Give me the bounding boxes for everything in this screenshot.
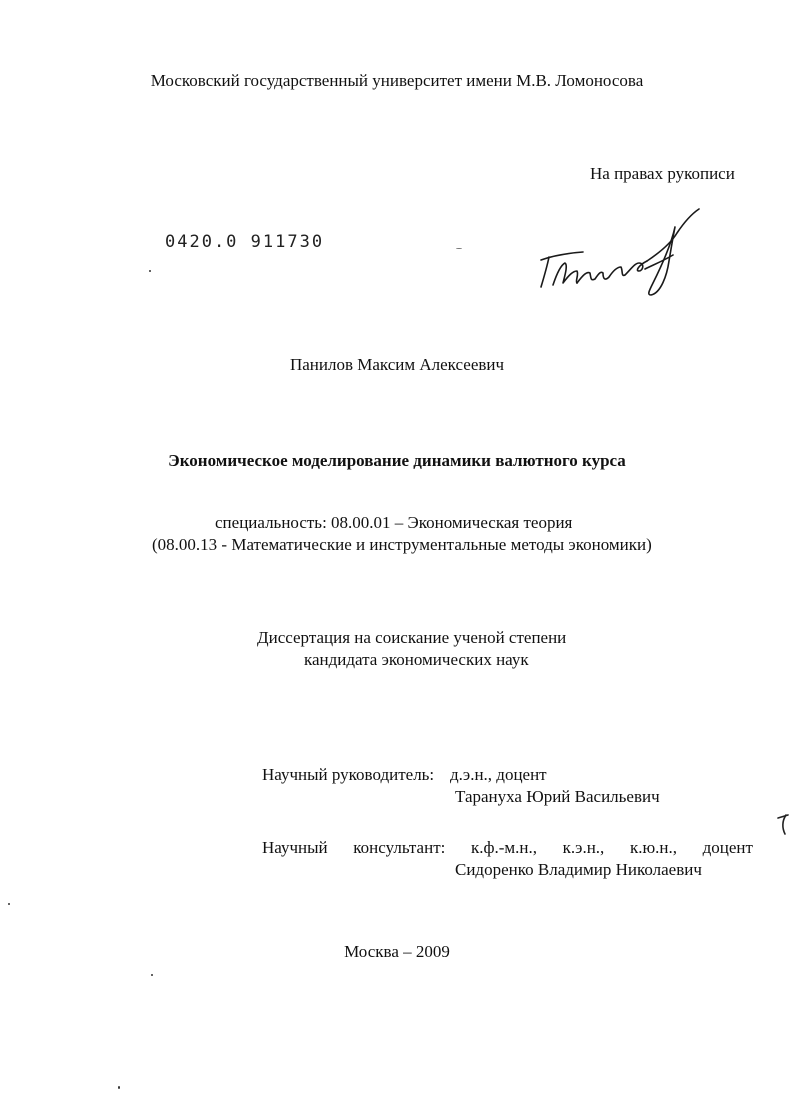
degree-line-2: кандидата экономических наук — [304, 650, 529, 669]
registration-stamp: 0420.0 911730 — [165, 232, 325, 252]
institution-name: Московский государственный университет имени М.В. Ломоносова — [150, 71, 644, 90]
consultant-word: к.ю.н., — [629, 838, 677, 857]
scan-speck — [151, 974, 153, 976]
signature — [535, 205, 710, 300]
signature-stroke-4 — [577, 261, 647, 283]
city-year: Москва – 2009 — [344, 942, 450, 961]
scan-speck — [456, 248, 462, 249]
consultant-name: Сидоренко Владимир Николаевич — [455, 860, 702, 879]
signature-stroke-3 — [553, 263, 578, 285]
thesis-title: Экономическое моделирование динамики валютного курса — [168, 451, 626, 470]
supervisor-name: Тарануха Юрий Васильевич — [455, 787, 660, 806]
scan-speck — [8, 903, 10, 905]
consultant-word: доцент — [702, 838, 753, 857]
supervisor-credentials: д.э.н., доцент — [450, 765, 547, 784]
consultant-word: к.ф.-м.н., — [470, 838, 538, 857]
signature-stroke-2 — [541, 257, 549, 287]
manuscript-rights-note: На правах рукописи — [590, 164, 735, 183]
specialty-line: специальность: 08.00.01 – Экономическая теория — [215, 513, 573, 532]
degree-line-1: Диссертация на соискание ученой степени — [257, 628, 567, 647]
scan-margin-mark — [776, 812, 792, 836]
specialty-subline: (08.00.13 - Математические и инструментальные методы экономики) — [152, 535, 652, 554]
author-name: Панилов Максим Алексеевич — [289, 355, 505, 374]
signature-stroke-1 — [541, 252, 583, 260]
consultant-word: консультант: — [353, 838, 446, 857]
consultant-line — [262, 838, 753, 858]
supervisor-label: Научный руководитель: — [262, 765, 435, 784]
consultant-word: к.э.н., — [562, 838, 605, 857]
scan-speck — [149, 270, 151, 272]
scan-speck — [118, 1086, 120, 1089]
consultant-word: Научный — [262, 838, 328, 857]
